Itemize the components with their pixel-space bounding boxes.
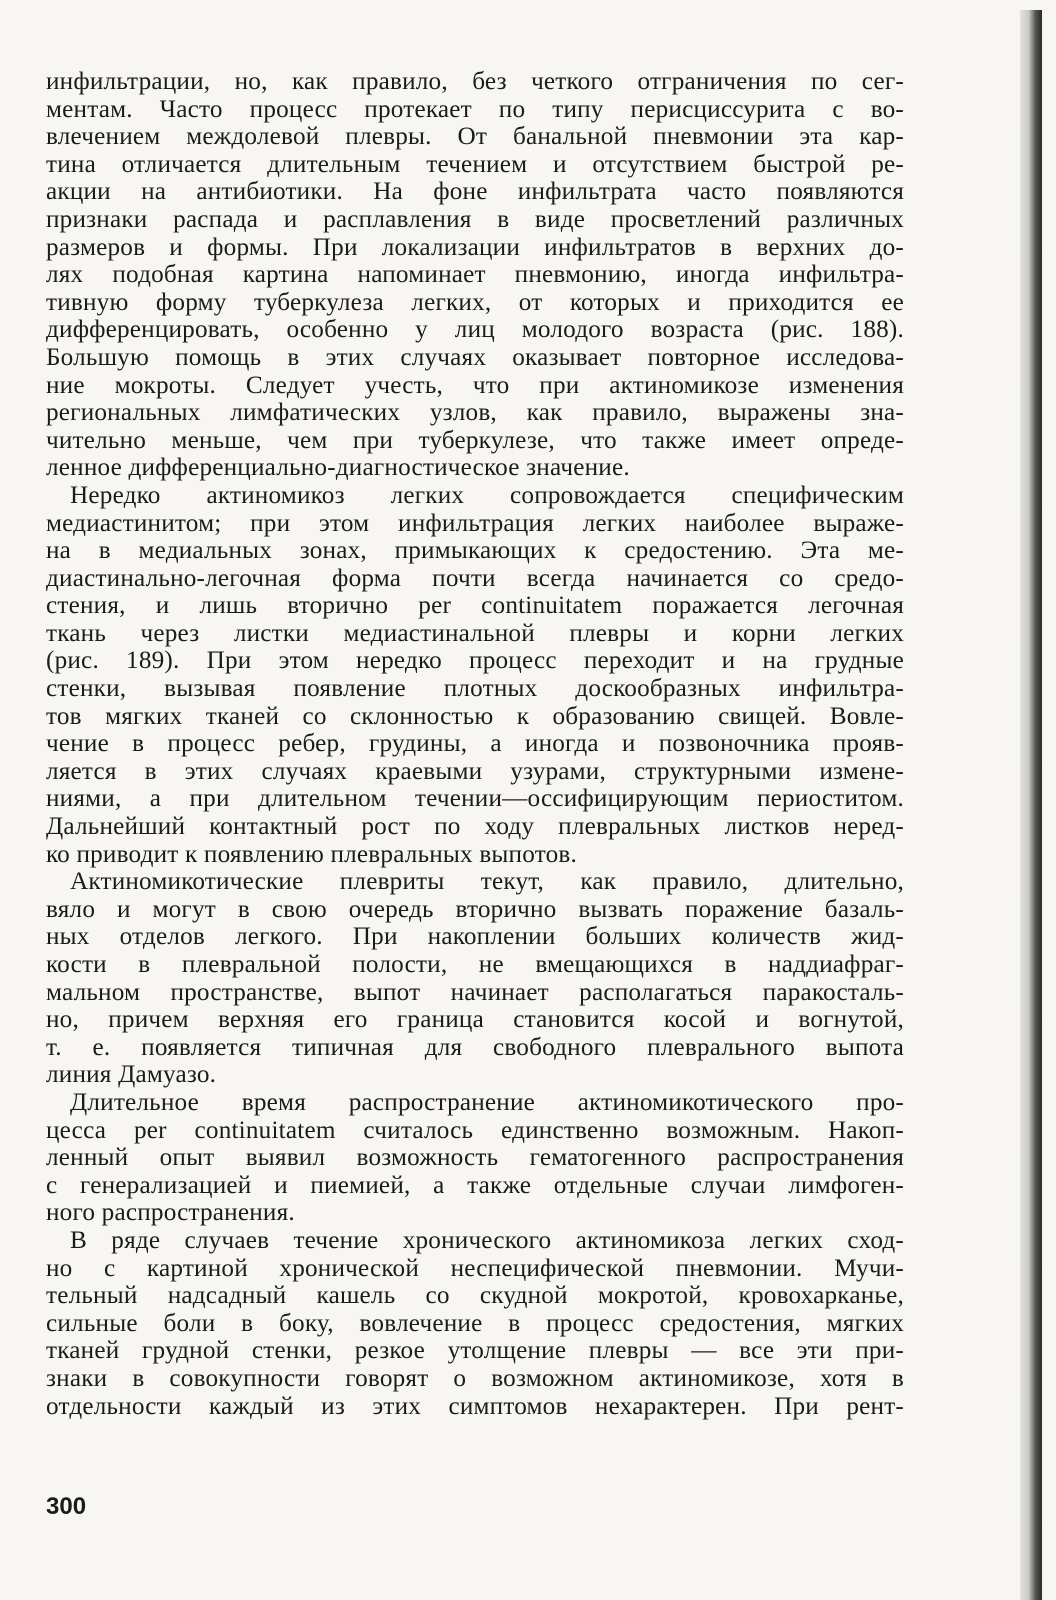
text-line: тов мягких тканей со склонностью к образованию свищей. Вовле-	[46, 702, 904, 730]
paragraph-first-line: Длительное время распространение актиномикотического про-	[70, 1088, 904, 1116]
text-line: Дальнейший контактный рост по ходу плевральных листков неред-	[46, 813, 904, 841]
text-line: диастинально-легочная форма почти всегда начинается со средо-	[46, 564, 904, 592]
text-line: признаки распада и расплавления в виде просветлений различных	[46, 205, 904, 233]
text-line: линия Дамуазо.	[46, 1061, 217, 1089]
text-line: т. е. появляется типичная для свободного плеврального выпота	[46, 1033, 904, 1061]
text-line: Большую помощь в этих случаях оказывает повторное исследова-	[46, 343, 904, 371]
text-line: ментам. Часто процесс протекает по типу перисциссурита с во-	[46, 95, 904, 123]
text-line: стенки, вызывая появление плотных доскообразных инфильтра-	[46, 675, 904, 703]
text-line: акции на антибиотики. На фоне инфильтрата часто появляются	[46, 178, 904, 206]
text-line: стения, и лишь вторично per continuitatem поражается легочная	[46, 592, 904, 620]
text-line: кости в плевральной полости, не вмещающихся в наддиафраг-	[46, 951, 904, 978]
text-line: знаки в совокупности говорят о возможном актиномикозе, хотя в	[46, 1364, 904, 1392]
text-line: цесса per continuitatem считалось единственно возможным. Накоп-	[46, 1116, 904, 1144]
text-line: чительно меньше, чем при туберкулезе, что также имеет опреде-	[46, 426, 904, 454]
text-line: размеров и формы. При локализации инфильтратов в верхних до-	[46, 233, 904, 261]
paragraph-first-line: Актиномикотические плевриты текут, как правило, длительно,	[70, 868, 904, 896]
text-line: но, причем верхняя его граница становится косой и вогнутой,	[46, 1006, 904, 1034]
text-line: медиастинитом; при этом инфильтрация легких наиболее выраже-	[46, 509, 904, 537]
text-line: тканей грудной стенки, резкое утолщение плевры — все эти при-	[46, 1337, 904, 1365]
text-line: но с картиной хронической неспецифической пневмонии. Мучи-	[46, 1254, 904, 1282]
text-line: сильные боли в боку, вовлечение в процесс средостения, мягких	[46, 1309, 904, 1337]
text-line: ных отделов легкого. При накоплении больших количеств жид-	[46, 923, 904, 951]
text-line: мальном пространстве, выпот начинает располагаться паракосталь-	[46, 978, 904, 1006]
page-binding-edge	[1020, 10, 1042, 1600]
text-line: влечением междолевой плевры. От банальной пневмонии эта кар-	[46, 123, 904, 151]
text-line: вяло и могут в свою очередь вторично вызвать поражение базаль-	[46, 895, 904, 923]
text-line: ляется в этих случаях краевыми узурами, структурными измене-	[46, 757, 904, 785]
paragraph-first-line: В ряде случаев течение хронического актиномикоза легких сход-	[70, 1226, 904, 1254]
text-line: ко приводит к появлению плевральных выпотов.	[46, 840, 577, 868]
text-line: ленное дифференциально-диагностическое значение.	[46, 454, 630, 482]
text-line: региональных лимфатических узлов, как правило, выражены зна-	[46, 399, 904, 427]
page-number: 300	[46, 1493, 87, 1520]
text-line: ние мокроты. Следует учесть, что при актиномикозе изменения	[46, 371, 904, 399]
text-line: инфильтрации, но, как правило, без четкого отграничения по сег-	[46, 68, 904, 95]
text-line: ленный опыт выявил возможность гематогенного распространения	[46, 1144, 904, 1172]
text-line: лях подобная картина напоминает пневмонию, иногда инфильтра-	[46, 261, 904, 289]
body-text	[46, 68, 904, 1420]
text-line: ного распространения.	[46, 1199, 295, 1227]
text-line: на в медиальных зонах, примыкающих к средостению. Эта ме-	[46, 537, 904, 565]
text-line: (рис. 189). При этом нередко процесс переходит и на грудные	[46, 647, 904, 675]
text-line: чение в процесс ребер, грудины, а иногда и позвоночника прояв-	[46, 730, 904, 758]
text-line: отдельности каждый из этих симптомов нехарактерен. При рент-	[46, 1392, 904, 1420]
text-line: ткань через листки медиастинальной плевры и корни легких	[46, 619, 904, 647]
text-line: тина отличается длительным течением и отсутствием быстрой ре-	[46, 150, 904, 178]
text-line: с генерализацией и пиемией, а также отдельные случаи лимфоген-	[46, 1171, 904, 1199]
text-line: тивную форму туберкулеза легких, от которых и приходится ее	[46, 288, 904, 316]
text-line: тельный надсадный кашель со скудной мокротой, кровохарканье,	[46, 1282, 904, 1310]
paragraph-first-line: Нередко актиномикоз легких сопровождается специфическим	[70, 481, 904, 509]
text-line: ниями, а при длительном течении—оссифицирующим периоститом.	[46, 785, 904, 813]
text-line: дифференцировать, особенно у лиц молодого возраста (рис. 188).	[46, 316, 904, 344]
